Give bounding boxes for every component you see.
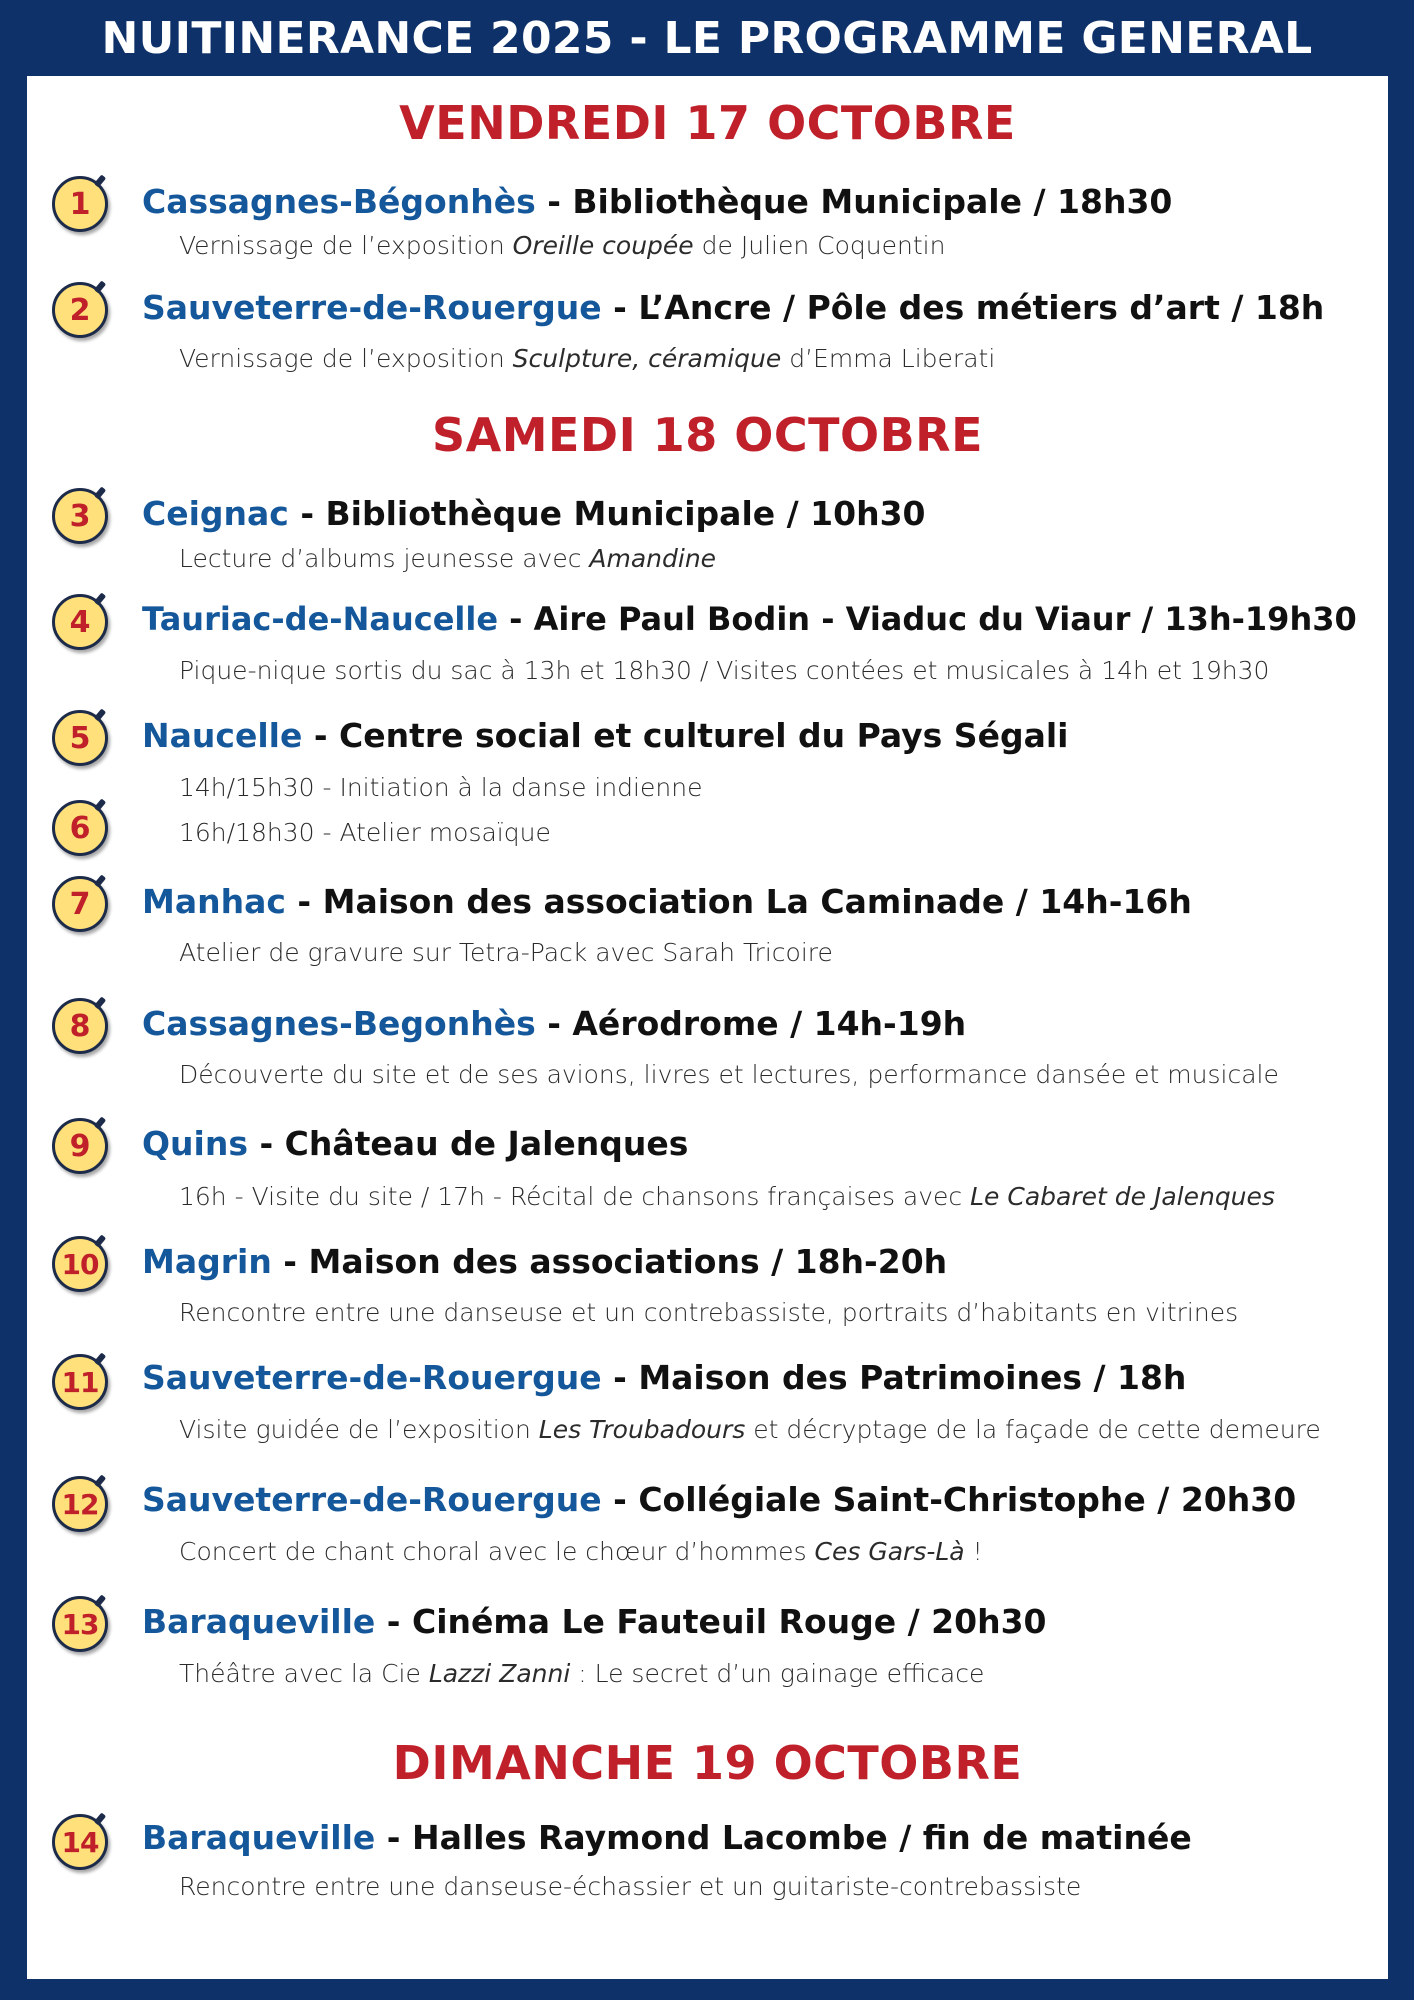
event-number-badge — [52, 1236, 108, 1292]
event-place: Ceignac — [142, 494, 289, 533]
event-number: 2 — [69, 292, 91, 328]
desc-text: d’Emma Liberati — [781, 344, 996, 373]
event-description — [179, 1537, 983, 1566]
event-number: 8 — [69, 1008, 91, 1044]
event-detail: - Aire Paul Bodin - Viaduc du Viaur / 13h-19h30 — [498, 600, 1357, 638]
event-place: Cassagnes-Begonhès — [142, 1004, 536, 1043]
desc-text: 16h - Visite du site / 17h - Récital de chansons françaises avec — [179, 1182, 971, 1211]
desc-text: de Julien Coquentin — [693, 231, 946, 260]
desc-text: Pique-nique sortis du sac à 13h et 18h30 / Visites contées et musicales à 14h et 19h30 — [179, 656, 1270, 685]
badge-tick-icon — [94, 1116, 106, 1129]
event-description — [179, 1659, 984, 1688]
event-place: Tauriac-de-Naucelle — [142, 600, 499, 638]
event-place: Quins — [142, 1124, 248, 1163]
event-detail: - L’Ancre / Pôle des métiers d’art / 18h — [601, 288, 1325, 327]
desc-italic: Les Troubadours — [538, 1415, 746, 1444]
event-description — [179, 938, 833, 967]
event-detail: - Centre social et culturel du Pays Ségali — [302, 716, 1069, 755]
desc-italic: Ces Gars-Là — [814, 1537, 965, 1566]
event-number: 9 — [69, 1128, 91, 1164]
desc-text: Lecture d’albums jeunesse avec — [179, 544, 590, 573]
event-description — [179, 544, 716, 573]
desc-text: Concert de chant choral avec le chœur d’hommes — [179, 1537, 815, 1566]
event-number: 6 — [69, 810, 91, 846]
event-title — [142, 494, 926, 533]
event-number: 3 — [69, 498, 91, 534]
event-number-badge — [52, 488, 108, 544]
badge-tick-icon — [94, 708, 106, 721]
event-detail: - Aérodrome / 14h-19h — [535, 1004, 967, 1043]
event-title — [142, 716, 1068, 755]
event-place: Sauveterre-de-Rouergue — [142, 288, 602, 327]
desc-italic: Oreille coupée — [512, 231, 694, 260]
event-number-badge — [52, 1354, 108, 1410]
desc-text: Vernissage de l’exposition — [179, 231, 513, 260]
desc-text: Visite guidée de l’exposition — [179, 1415, 539, 1444]
event-number-badge — [52, 1476, 108, 1532]
badge-tick-icon — [94, 1234, 106, 1247]
event-description — [179, 344, 995, 373]
desc-italic: Sculpture, céramique — [512, 344, 782, 373]
event-number-badge — [52, 1814, 108, 1870]
desc-text: Rencontre entre une danseuse-échassier et un guitariste-contrebassiste — [179, 1872, 1082, 1901]
event-title — [142, 882, 1192, 921]
event-description — [179, 1298, 1238, 1327]
desc-text: et décryptage de la façade de cette demeure — [745, 1415, 1321, 1444]
event-number: 4 — [69, 604, 91, 640]
event-place: Magrin — [142, 1242, 272, 1281]
event-number-badge — [52, 710, 108, 766]
desc-text: Théâtre avec la Cie — [179, 1659, 429, 1688]
event-number-badge — [52, 176, 108, 232]
badge-tick-icon — [94, 1352, 106, 1365]
event-title — [142, 182, 1172, 221]
desc-text: 16h/18h30 - Atelier mosaïque — [179, 818, 551, 847]
event-number-badge — [52, 800, 108, 856]
day-heading-friday: VENDREDI 17 OCTOBRE — [399, 96, 1016, 150]
desc-italic: Amandine — [589, 544, 717, 573]
desc-text: ! — [964, 1537, 983, 1566]
desc-italic: Lazzi Zanni — [428, 1659, 571, 1688]
badge-tick-icon — [94, 996, 106, 1009]
event-title — [142, 1004, 966, 1043]
event-number: 11 — [61, 1365, 99, 1399]
event-title — [142, 288, 1324, 327]
event-detail: - Château de Jalenques — [248, 1124, 689, 1163]
event-title — [142, 1480, 1296, 1519]
event-title — [142, 1358, 1186, 1397]
day-heading-saturday: SAMEDI 18 OCTOBRE — [431, 408, 984, 462]
event-description — [179, 818, 551, 847]
event-title — [142, 1818, 1192, 1857]
event-description — [179, 773, 702, 802]
event-place: Baraqueville — [142, 1818, 376, 1857]
event-description — [179, 1060, 1279, 1089]
desc-text: Rencontre entre une danseuse et un contrebassiste, portraits d’habitants en vitrines — [179, 1298, 1239, 1327]
program-panel — [27, 76, 1388, 1979]
event-number-badge — [52, 876, 108, 932]
event-description — [179, 1872, 1081, 1901]
event-number-badge — [52, 1596, 108, 1652]
desc-text: Atelier de gravure sur Tetra-Pack avec Sarah Tricoire — [179, 938, 833, 967]
event-detail: - Maison des Patrimoines / 18h — [601, 1358, 1187, 1397]
badge-tick-icon — [94, 592, 106, 605]
badge-tick-icon — [94, 1474, 106, 1487]
badge-tick-icon — [94, 1594, 106, 1607]
event-description — [179, 1415, 1321, 1444]
badge-tick-icon — [94, 280, 106, 293]
event-title — [142, 600, 1357, 638]
event-description — [179, 1182, 1275, 1211]
event-detail: - Maison des association La Caminade / 14h-16h — [285, 882, 1192, 921]
event-detail: - Bibliothèque Municipale / 18h30 — [535, 182, 1173, 221]
event-number: 1 — [69, 186, 91, 222]
desc-text: Découverte du site et de ses avions, livres et lectures, performance dansée et musicale — [179, 1060, 1279, 1089]
event-detail: - Bibliothèque Municipale / 10h30 — [288, 494, 926, 533]
page-header — [0, 0, 1414, 76]
event-place: Sauveterre-de-Rouergue — [142, 1480, 602, 1519]
event-number: 13 — [61, 1607, 99, 1641]
event-place: Baraqueville — [142, 1602, 376, 1641]
event-title — [142, 1242, 947, 1281]
desc-text: : Le secret d’un gainage efficace — [570, 1659, 985, 1688]
event-number: 5 — [69, 720, 91, 756]
badge-tick-icon — [94, 798, 106, 811]
event-detail: - Cinéma Le Fauteuil Rouge / 20h30 — [375, 1602, 1047, 1641]
event-number-badge — [52, 282, 108, 338]
page-title: NUITINERANCE 2025 - LE PROGRAMME GENERAL — [101, 12, 1313, 64]
event-title — [142, 1124, 688, 1163]
event-number: 7 — [69, 886, 91, 922]
badge-tick-icon — [94, 1812, 106, 1825]
event-place: Sauveterre-de-Rouergue — [142, 1358, 602, 1397]
event-detail: - Collégiale Saint-Christophe / 20h30 — [601, 1480, 1297, 1519]
desc-italic: Le Cabaret de Jalenques — [970, 1182, 1275, 1211]
day-heading-sunday: DIMANCHE 19 OCTOBRE — [392, 1736, 1023, 1790]
event-number: 12 — [61, 1487, 99, 1521]
event-number: 14 — [61, 1825, 99, 1859]
badge-tick-icon — [94, 874, 106, 887]
event-detail: - Maison des associations / 18h-20h — [271, 1242, 948, 1281]
desc-text: 14h/15h30 - Initiation à la danse indienne — [179, 773, 703, 802]
event-description — [179, 231, 945, 260]
badge-tick-icon — [94, 174, 106, 187]
event-description — [179, 656, 1269, 685]
event-number-badge — [52, 1118, 108, 1174]
event-number-badge — [52, 998, 108, 1054]
event-place: Manhac — [142, 882, 286, 921]
event-number-badge — [52, 594, 108, 650]
badge-tick-icon — [94, 486, 106, 499]
event-place: Naucelle — [142, 716, 303, 755]
event-number: 10 — [61, 1247, 99, 1281]
event-title — [142, 1602, 1047, 1641]
event-detail: - Halles Raymond Lacombe / fin de matinée — [375, 1818, 1192, 1857]
event-place: Cassagnes-Bégonhès — [142, 182, 536, 221]
desc-text: Vernissage de l’exposition — [179, 344, 513, 373]
